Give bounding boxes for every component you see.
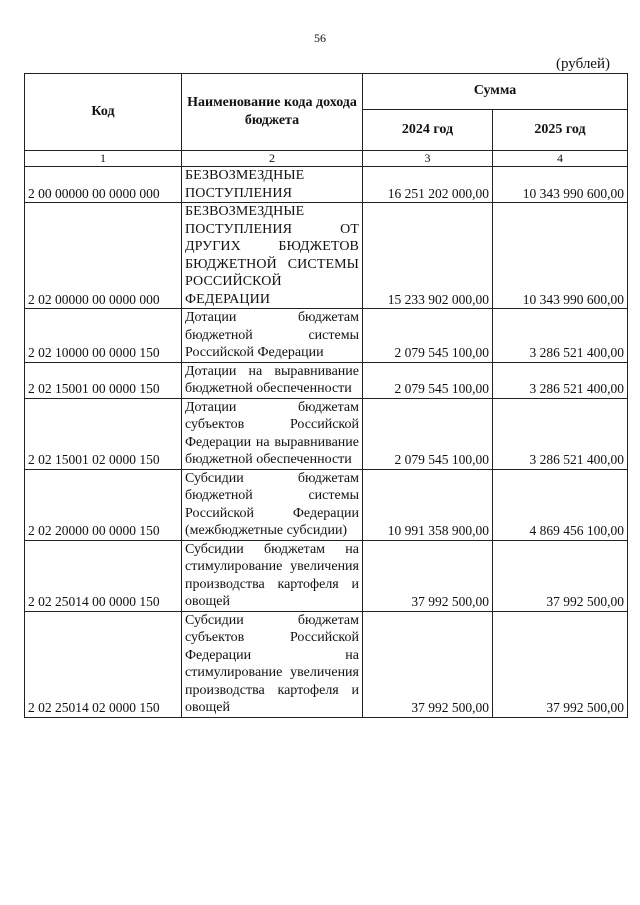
row-code: 2 02 15001 02 0000 150: [25, 398, 182, 469]
row-code: 2 00 00000 00 0000 000: [25, 167, 182, 203]
row-amount-2024: 10 991 358 900,00: [363, 469, 493, 540]
row-amount-2025: 37 992 500,00: [493, 540, 628, 611]
header-year-2024: 2024 год: [363, 109, 493, 150]
row-name: БЕЗВОЗМЕЗДНЫЕ ПОСТУПЛЕНИЯ: [182, 167, 363, 203]
row-amount-2024: 37 992 500,00: [363, 540, 493, 611]
table-row: [25, 167, 628, 203]
row-code: 2 02 10000 00 0000 150: [25, 309, 182, 363]
row-amount-2024: 2 079 545 100,00: [363, 362, 493, 398]
table-row: [25, 362, 628, 398]
row-amount-2024: 2 079 545 100,00: [363, 398, 493, 469]
row-amount-2025: 10 343 990 600,00: [493, 203, 628, 309]
table-row: [25, 203, 628, 309]
row-amount-2024: 37 992 500,00: [363, 611, 493, 717]
row-code: 2 02 25014 02 0000 150: [25, 611, 182, 717]
row-amount-2025: 37 992 500,00: [493, 611, 628, 717]
row-code: 2 02 25014 00 0000 150: [25, 540, 182, 611]
budget-revenue-table: [24, 73, 628, 718]
table-row: [25, 540, 628, 611]
row-amount-2025: 3 286 521 400,00: [493, 398, 628, 469]
header-name: Наименование кода дохода бюджета: [182, 74, 363, 151]
column-number: 1: [25, 151, 182, 167]
page-number: 56: [314, 31, 326, 45]
row-name: Дотации бюджетам субъектов Российской Федерации на выравнивание бюджетной обеспеченности: [182, 398, 363, 469]
row-name: Дотации на выравнивание бюджетной обеспеченности: [182, 362, 363, 398]
row-name: Дотации бюджетам бюджетной системы Российской Федерации: [182, 309, 363, 363]
column-number: 2: [182, 151, 363, 167]
header-code: Код: [25, 74, 182, 151]
header-year-2025: 2025 год: [493, 109, 628, 150]
table-row: [25, 398, 628, 469]
row-amount-2024: 15 233 902 000,00: [363, 203, 493, 309]
row-name: Субсидии бюджетам бюджетной системы Российской Федерации (межбюджетные субсидии): [182, 469, 363, 540]
column-number: 4: [493, 151, 628, 167]
header-sum: Сумма: [363, 74, 628, 110]
row-amount-2025: 3 286 521 400,00: [493, 362, 628, 398]
row-code: 2 02 20000 00 0000 150: [25, 469, 182, 540]
units-label: (рублей): [555, 56, 610, 72]
row-amount-2024: 2 079 545 100,00: [363, 309, 493, 363]
table-row: [25, 469, 628, 540]
table-row: [25, 309, 628, 363]
row-name: Субсидии бюджетам субъектов Российской Федерации на стимулирование увеличения производства картофеля и овощей: [182, 611, 363, 717]
table-row: [25, 611, 628, 717]
row-amount-2025: 3 286 521 400,00: [493, 309, 628, 363]
row-name: Субсидии бюджетам на стимулирование увеличения производства картофеля и овощей: [182, 540, 363, 611]
row-name: БЕЗВОЗМЕЗДНЫЕ ПОСТУПЛЕНИЯ ОТ ДРУГИХ БЮДЖЕТОВ БЮДЖЕТНОЙ СИСТЕМЫ РОССИЙСКОЙ ФЕДЕРАЦИИ: [182, 203, 363, 309]
row-amount-2025: 10 343 990 600,00: [493, 167, 628, 203]
row-code: 2 02 15001 00 0000 150: [25, 362, 182, 398]
column-number: 3: [363, 151, 493, 167]
row-amount-2024: 16 251 202 000,00: [363, 167, 493, 203]
row-amount-2025: 4 869 456 100,00: [493, 469, 628, 540]
row-code: 2 02 00000 00 0000 000: [25, 203, 182, 309]
